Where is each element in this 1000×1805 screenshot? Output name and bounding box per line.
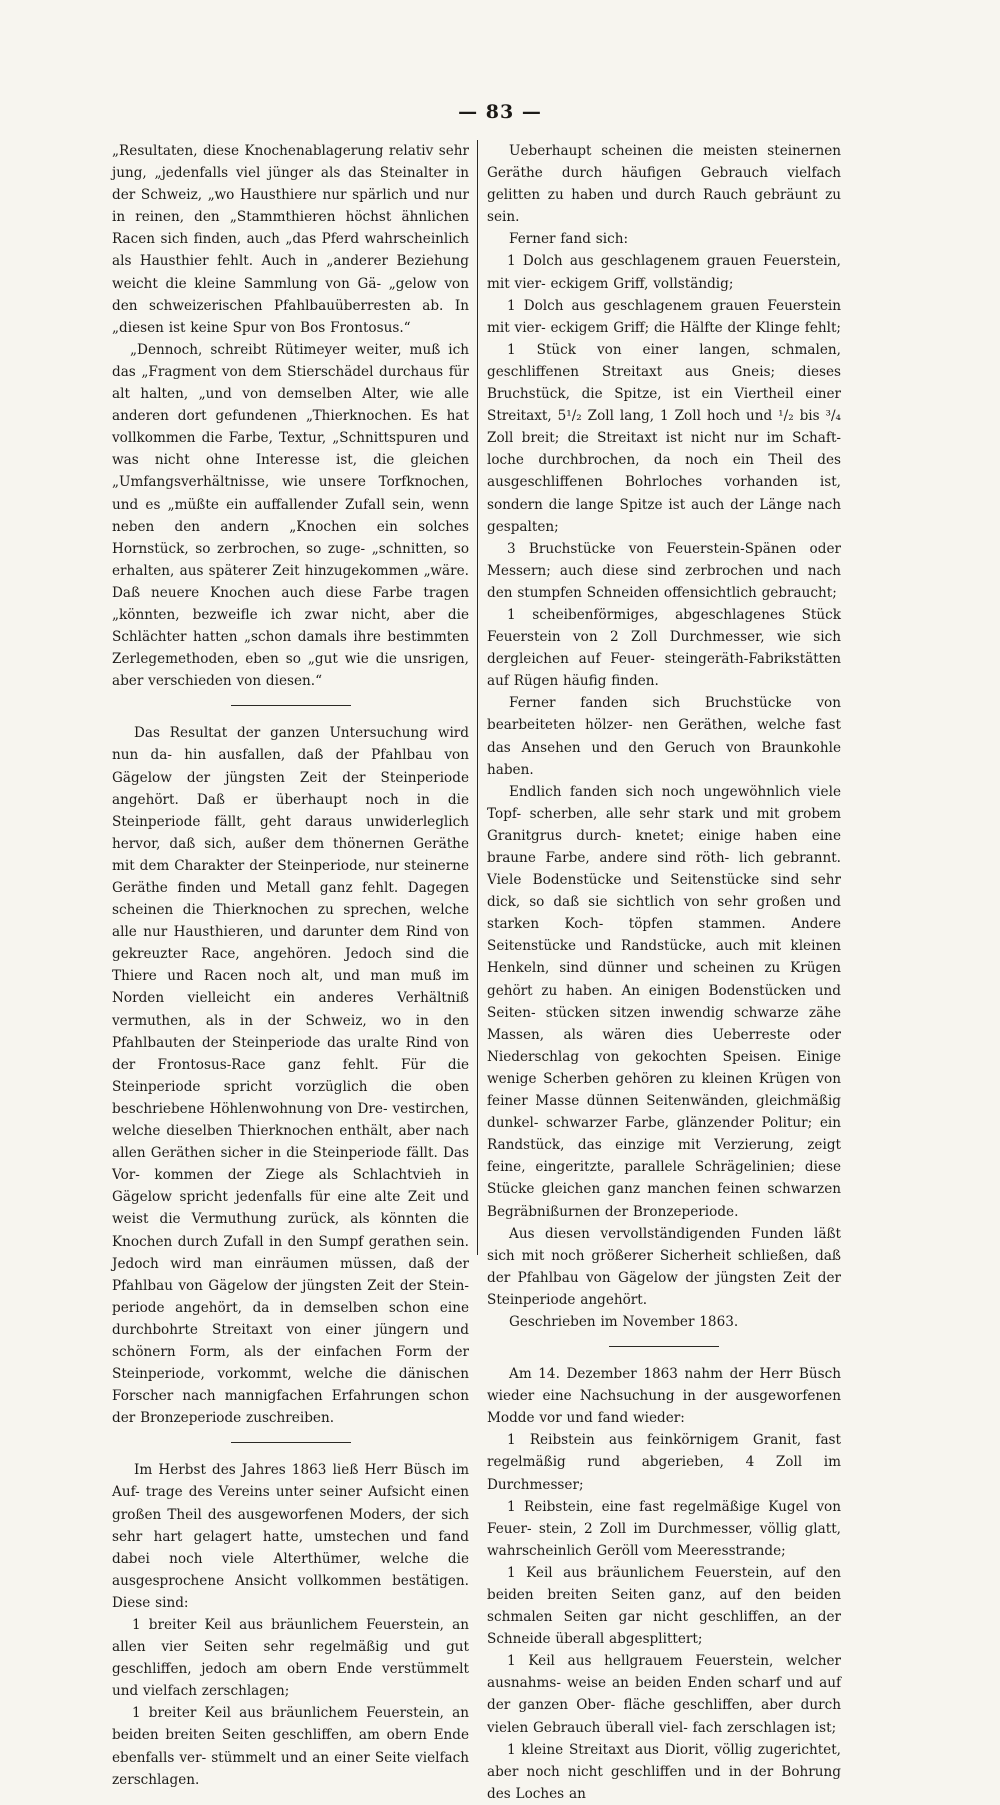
quote-paragraph: „Resultaten, diese Knochenablagerung relativ sehr jung, „jedenfalls viel jünger als das Steinalter in der Schweiz, „wo Hausthiere nur spärlich und nur in reinen, den „Stammthieren höchst ähnlichen Racen sich finden, auch „das Pferd wahrscheinlich als Hausthier fehlt. Auch in „anderer Beziehung weicht die kleine Sammlung von Gä- „gelow von den schweizerischen Pfahlbauüberresten ab. In „diesen ist keine Spur von Bos Frontosus.“	[112, 143, 469, 336]
list-item: 1 Keil aus bräunlichem Feuerstein, auf den beiden breiten Seiten ganz, auf den beiden schmalen Seiten gar nicht geschliffen, an der Schneide überall abgesplittert;	[487, 1564, 841, 1648]
list-item: 1 Reibstein, eine fast regelmäßige Kugel von Feuer- stein, 2 Zoll im Durchmesser, völlig glatt, wahrscheinlich Geröll vom Meeresstrande;	[487, 1498, 841, 1559]
list-item: 1 Stück von einer langen, schmalen, geschliffenen Streitaxt aus Gneis; dieses Bruchstück, die Spitze, ist ein Viertheil einer Streitaxt, 5¹/₂ Zoll lang, 1 Zoll hoch und ¹/₂ bis ³/₄ Zoll breit; die Streitaxt ist nicht nur im Schaft- loche durchbrochen, da noch ein Theil des ausgeschliffenen Bohrloches vorhanden ist, sondern die lange Spitze ist auch der Länge nach gespalten;	[487, 341, 841, 535]
quote-paragraph: „Dennoch, schreibt Rütimeyer weiter, muß ich das „Fragment von dem Stierschädel durchaus für alt halten, „und von demselben Alter, wie alle anderen dort gefundenen „Thierknochen. Es hat vollkommen die Farbe, Textur, „Schnittspuren und was nicht ohne Interesse ist, die gleichen „Umfangsverhältnisse, wie unsere Torfknochen, und es „müßte ein auffallender Zufall sein, wenn neben den andern „Knochen ein solches Hornstück, so zerbrochen, so zuge- „schnitten, so erhalten, aus späterer Zeit hinzugekommen „wäre. Daß neuere Knochen auch diese Farbe tragen „könnten, bezweifle ich zwar nicht, aber die Schlächter hatten „schon damals ihre bestimmten Zerlegemethoden, eben so „gut wie die unsrigen, aber verschieden von diesen.“	[112, 341, 469, 690]
column-divider	[477, 140, 478, 1255]
autumn-intro-paragraph: Im Herbst des Jahres 1863 ließ Herr Büsch im Auf- trage des Vereins unter seiner Aufsicht einen großen Theil des ausgeworfenen Moders, der sich sehr hart gelagert hatte, umstechen und fand dabei noch viele Alterthümer, welche die ausgesprochene Ansicht vollkommen bestätigen. Diese sind:	[112, 1462, 469, 1611]
december-intro-paragraph: Am 14. Dezember 1863 nahm der Herr Büsch wieder eine Nachsuchung in der ausgeworfenen Modde vor und fand wieder:	[487, 1366, 841, 1427]
section-divider	[231, 1442, 351, 1443]
date-written-line: Geschrieben im November 1863.	[509, 1313, 739, 1330]
conclusion-paragraph: Das Resultat der ganzen Untersuchung wird nun da- hin ausfallen, daß der Pfahlbau von Gägelow der jüngsten Zeit der Steinperiode angehört. Daß er überhaupt noch in die Steinperiode fällt, geht daraus unwiderleglich hervor, daß sich, außer dem thönernen Geräthe mit dem Charakter der Steinperiode, nur steinerne Geräthe finden und Metall ganz fehlt. Dagegen scheinen die Thierknochen zu sprechen, welche alle nur Hausthieren, und darunter dem Rind von gekreuzter Race, angehören. Jedoch sind die Thiere und Racen noch alt, und man muß im Norden vielleicht ein anderes Verhältniß vermuthen, als in der Schweiz, wo in den Pfahlbauten der Steinperiode das uralte Rind von der Frontosus-Race ganz fehlt. Für die Steinperiode spricht vorzüglich die oben beschriebene Höhlenwohnung von Dre- vestirchen, welche dieselben Thierknochen enthält, aber nach allen Geräthen sicher in die Steinperiode fällt. Das Vor- kommen der Ziege als Schlachtvieh in Gägelow spricht jedenfalls für eine alte Zeit und weist die Vermuthung zurück, als könnten die Knochen durch Zufall in den Sumpf gerathen sein. Jedoch wird man einräumen müssen, daß der Pfahlbau von Gägelow der jüngsten Zeit der Stein- periode angehört, da in demselben schon eine durchbohrte Streitaxt von einer jüngern und schönern Form, als der einfachen Form der Steinperiode, vorkommt, welche die dänischen Forscher nach mannigfachen Erfahrungen schon der Bronzeperiode zuschreiben.	[112, 725, 469, 1427]
list-item: 1 breiter Keil aus bräunlichem Feuerstein, an beiden breiten Seiten geschliffen, am obern Ende ebenfalls ver- stümmelt und an einer Seite vielfach zerschlagen.	[112, 1705, 469, 1788]
wood-fragments-paragraph: Ferner fanden sich Bruchstücke von bearbeiteten hölzer- nen Geräthen, welche fast das Ansehen und den Geruch von Braunkohle haben.	[487, 695, 841, 778]
finds-conclusion-paragraph: Aus diesen vervollständigenden Funden läßt sich mit noch größerer Sicherheit schließen, daß der Pfahlbau von Gägelow der jüngsten Zeit der Steinperiode angehört.	[487, 1225, 841, 1308]
left-column	[112, 140, 469, 1791]
list-item: 1 scheibenförmiges, abgeschlagenes Stück Feuerstein von 2 Zoll Durchmesser, wie sich dergleichen auf Feuer- steingeräth-Fabrikstätten auf Rügen häufig finden.	[487, 606, 841, 690]
right-column	[487, 140, 841, 1805]
section-divider	[609, 1346, 719, 1347]
list-item: 1 Dolch aus geschlagenem grauen Feuerstein mit vier- eckigem Griff; die Hälfte der Klinge fehlt;	[487, 297, 842, 336]
use-wear-paragraph: Ueberhaupt scheinen die meisten steinernen Geräthe durch häufigen Gebrauch vielfach gelitten zu haben und durch Rauch gebräunt zu sein.	[487, 143, 841, 226]
pottery-paragraph: Endlich fanden sich noch ungewöhnlich viele Topf- scherben, alle sehr stark und mit grobem Granitgrus durch- knetet; einige haben eine braune Farbe, andere sind röth- lich gebrannt. Viele Bodenstücke und Seitenstücke sind sehr dick, so daß sie sichtlich von sehr großen und starken Koch- töpfen stammen. Andere Seitenstücke und Randstücke, auch mit kleinen Henkeln, sind dünner und scheinen zu Krügen gehört zu haben. An einigen Bodenstücken und Seiten- stücken sitzen inwendig schwarze zähe Massen, als wären dies Ueberreste oder Niederschlag von gekochten Speisen. Einige wenige Scherben gehören zu kleinen Krügen von feiner Masse dünnen Seitenwänden, gleichmäßig dunkel- schwarzer Farbe, glänzender Politur; ein Randstück, das einzige mit Verzierung, zeigt feine, eingeritzte, parallele Schrägelinien; diese Stücke gleichen ganz manchen feinen schwarzen Begräbnißurnen der Bronzeperiode.	[487, 783, 841, 1220]
list-item: 1 Keil aus hellgrauem Feuerstein, welcher ausnahms- weise an beiden Enden scharf und auf der ganzen Ober- fläche geschliffen, aber durch vielen Gebrauch überall viel- fach zerschlagen ist;	[487, 1653, 841, 1736]
list-item: 3 Bruchstücke von Feuerstein-Spänen oder Messern; auch diese sind zerbrochen und nach den stumpfen Schneiden offensichtlich gebraucht;	[487, 540, 841, 601]
list-item: 1 kleine Streitaxt aus Diorit, völlig zugerichtet, aber noch nicht geschliffen und in der Bohrung des Loches an	[487, 1741, 841, 1802]
list-item: 1 Dolch aus geschlagenem grauen Feuerstein, mit vier- eckigem Griff, vollständig;	[487, 253, 841, 292]
list-item: 1 Reibstein aus feinkörnigem Granit, fast regelmäßig rund abgerieben, 4 Zoll im Durchmesser;	[487, 1432, 841, 1493]
further-found-line: Ferner fand sich:	[509, 231, 629, 248]
section-divider	[231, 705, 351, 706]
list-item: 1 breiter Keil aus bräunlichem Feuerstein, an allen vier Seiten sehr regelmäßig und gut geschliffen, jedoch am obern Ende verstümmelt und vielfach zerschlagen;	[112, 1617, 469, 1700]
page-number: — 83 —	[458, 101, 542, 123]
